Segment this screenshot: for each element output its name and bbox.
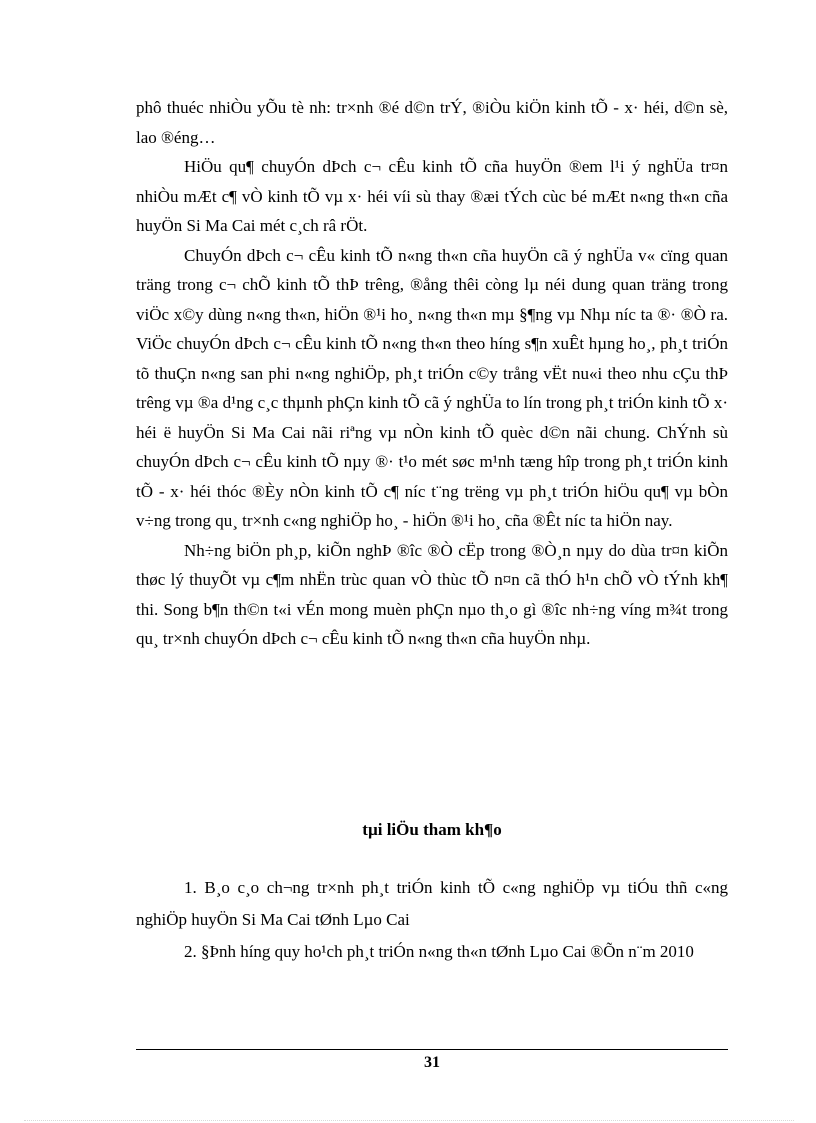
body-text xyxy=(136,93,728,654)
paragraph-4: Nh÷ng biÖn ph¸p, kiÕn nghÞ ®îc ®Ò cËp trong ®Ò¸n nµy do dùa tr¤n kiÕn thøc lý thuyÕt vµ c¶m nhËn trùc quan vÒ thùc tÕ n¤n cã thÓ h¹n chÕ vÒ tÝnh kh¶ thi. Song b¶n th©n t«i vÉn mong muèn phÇn nµo th¸o gì ®îc nh÷ng víng m¾t trong qu¸ tr×nh chuyÓn dÞch c¬ cÊu kinh tÕ n«ng th«n cña huyÖn nhµ. xyxy=(136,540,728,648)
reference-item-1: 1. B¸o c¸o ch¬ng tr×nh ph¸t triÓn kinh tÕ c«ng nghiÖp vµ tiÓu thñ c«ng nghiÖp huyÖn Si Ma Cai tØnh Lµo Cai xyxy=(136,878,728,929)
references-list xyxy=(136,872,728,968)
footer-rule xyxy=(136,1049,728,1050)
page-bottom-border xyxy=(24,1120,794,1121)
references-heading: tµi liÖu tham kh¶o xyxy=(362,820,502,839)
paragraph-2: HiÖu qu¶ chuyÓn dÞch c¬ cÊu kinh tÕ cña huyÖn ®em l¹i ý nghÜa tr¤n nhiÒu mÆt c¶ vÒ kinh tÕ vµ x· héi víi sù thay ®æi tÝch cùc bé mÆt n«ng th«n cña huyÖn Si Ma Cai mét c¸ch râ rÖt. xyxy=(136,157,728,235)
page-number: 31 xyxy=(424,1054,440,1071)
paragraph-1: phô thuéc nhiÒu yÕu tè nh: tr×nh ®é d©n trÝ, ®iÒu kiÖn kinh tÕ - x· héi, d©n sè, lao ®éng… xyxy=(136,98,728,147)
reference-item-2: 2. §Þnh híng quy ho¹ch ph¸t triÓn n«ng th«n tØnh Lµo Cai ®Õn n¨m 2010 xyxy=(184,942,694,961)
paragraph-3: ChuyÓn dÞch c¬ cÊu kinh tÕ n«ng th«n cña huyÖn cã ý nghÜa v« cïng quan träng trong c¬ chÕ kinh tÕ thÞ trêng, ®ång thêi còng lµ néi dung quan träng trong viÖc x©y dùng n«ng th«n, hiÖn ®¹i ho¸ n«ng th«n mµ §¶ng vµ Nhµ níc ta ®· ®Ò ra. ViÖc chuyÓn dÞch c¬ cÊu kinh tÕ n«ng th«n theo híng s¶n xuÊt hµng ho¸, ph¸t triÓn tõ thuÇn n«ng san phi n«ng nghiÖp, ph¸t triÓn c©y trång vËt nu«i theo nhu cÇu thÞ trêng vµ ®a d¹ng c¸c thµnh phÇn kinh tÕ cã ý nghÜa to lín trong ph¸t triÓn kinh tÕ x· héi ë huyÖn Si Ma Cai nãi riªng vµ nÒn kinh tÕ quèc d©n nãi chung. ChÝnh sù chuyÓn dÞch c¬ cÊu kinh tÕ nµy ®· t¹o mét søc m¹nh tæng hîp trong ph¸t triÓn kinh tÕ - x· héi thóc ®Èy nÒn kinh tÕ c¶ níc t¨ng trëng vµ ph¸t triÓn hiÖu qu¶ vµ bÒn v÷ng trong qu¸ tr×nh c«ng nghiÖp ho¸ - hiÖn ®¹i ho¸ cña ®Êt níc ta hiÖn nay. xyxy=(136,245,728,530)
